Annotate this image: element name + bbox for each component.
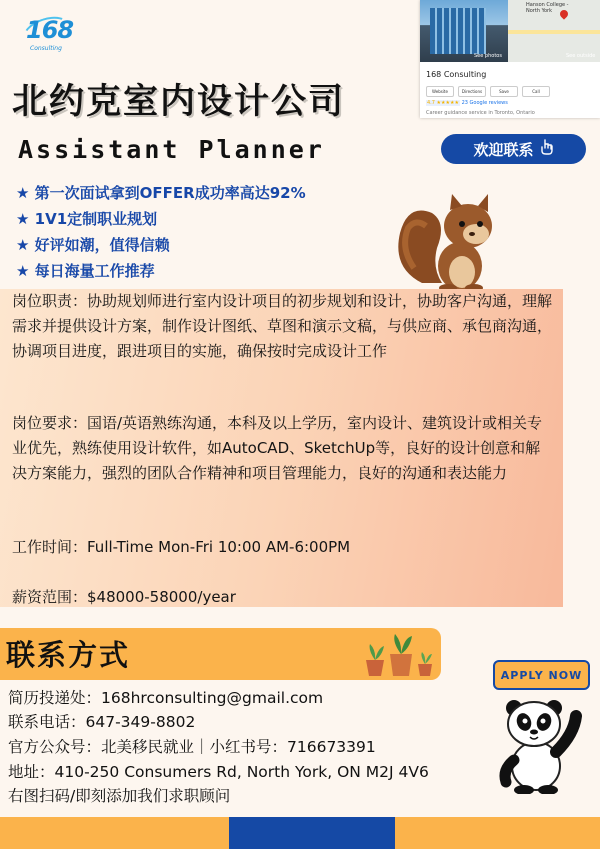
company-logo <box>22 12 72 56</box>
logo-sub: Consulting <box>30 45 62 52</box>
map-caption[interactable]: See outside <box>566 53 596 59</box>
business-name: 168 Consulting <box>426 70 487 79</box>
map-road <box>508 30 600 34</box>
map-business-card[interactable] <box>420 0 600 118</box>
business-description: Career guidance service in Toronto, Ontario <box>426 110 535 116</box>
welcome-label: 欢迎联系 <box>473 140 534 159</box>
pointing-hand-icon <box>540 139 554 159</box>
contact-qr-note: 右图扫码/即刻添加我们求职顾问 <box>8 787 231 805</box>
business-photo[interactable] <box>420 0 508 62</box>
potted-plants-illustration <box>362 632 434 678</box>
welcome-contact-button[interactable] <box>441 134 586 164</box>
photo-caption[interactable]: See photos <box>474 53 502 59</box>
highlight-item: ★ 好评如潮，值得信赖 <box>16 236 170 254</box>
contact-address: 地址：410-250 Consumers Rd, North York, ON M2J 4V6 <box>8 763 429 781</box>
contact-email[interactable]: 简历投递处：168hrconsulting@gmail.com <box>8 689 324 707</box>
job-info-panel <box>0 289 563 607</box>
map-thumbnail[interactable] <box>508 0 600 62</box>
highlight-item: ★ 1V1定制职业规划 <box>16 210 158 228</box>
highlight-item: ★ 第一次面试拿到OFFER成功率高达92% <box>16 184 306 202</box>
job-salary: 薪资范围：$48000-58000/year <box>12 588 236 606</box>
reviews-link[interactable]: 23 Google reviews <box>461 100 508 106</box>
contact-social: 官方公众号：北美移民就业｜小红书号：716673391 <box>8 738 376 756</box>
business-rating <box>426 100 508 106</box>
job-title: Assistant Planner <box>18 135 325 164</box>
logo-number: 168 <box>26 16 74 44</box>
save-button[interactable]: Save <box>490 86 518 97</box>
job-duties: 岗位职责：协助规划师进行室内设计项目的初步规划和设计，协助客户沟通，理解需求并提供设计方案，制作设计图纸、草图和演示文稿，与供应商、承包商沟通，协调项目进度，跟进项目的实施，确保按时完成设计工作 <box>12 292 553 360</box>
job-hours: 工作时间：Full-Time Mon-Fri 10:00 AM-6:00PM <box>12 538 351 556</box>
contact-title: 联系方式 <box>6 638 131 672</box>
business-actions <box>426 86 550 97</box>
highlights-list <box>16 180 306 284</box>
highlight-item: ★ 每日海量工作推荐 <box>16 262 155 280</box>
panda-illustration <box>496 694 582 794</box>
rating-value: 4.7 <box>427 100 435 106</box>
directions-button[interactable]: Directions <box>458 86 486 97</box>
rating-stars-icon: ★★★★★ <box>436 100 459 106</box>
squirrel-illustration <box>392 188 502 293</box>
apply-now-button[interactable]: APPLY NOW <box>493 660 590 690</box>
footer-accent <box>229 817 395 849</box>
building-image <box>430 8 486 54</box>
contact-phone[interactable]: 联系电话：647-349-8802 <box>8 713 196 731</box>
page-title: 北约克室内设计公司 <box>12 82 346 122</box>
call-button[interactable]: Call <box>522 86 550 97</box>
job-requirements: 岗位要求：国语/英语熟练沟通，本科及以上学历，室内设计、建筑设计或相关专业优先，熟练使用设计软件，如AutoCAD、SketchUp等，良好的设计创意和解决方案能力，强烈的团队合作精神和项目管理能力，良好的沟通和表达能力 <box>12 414 543 482</box>
map-label: Hanson College - North York <box>526 2 569 14</box>
website-button[interactable]: Website <box>426 86 454 97</box>
